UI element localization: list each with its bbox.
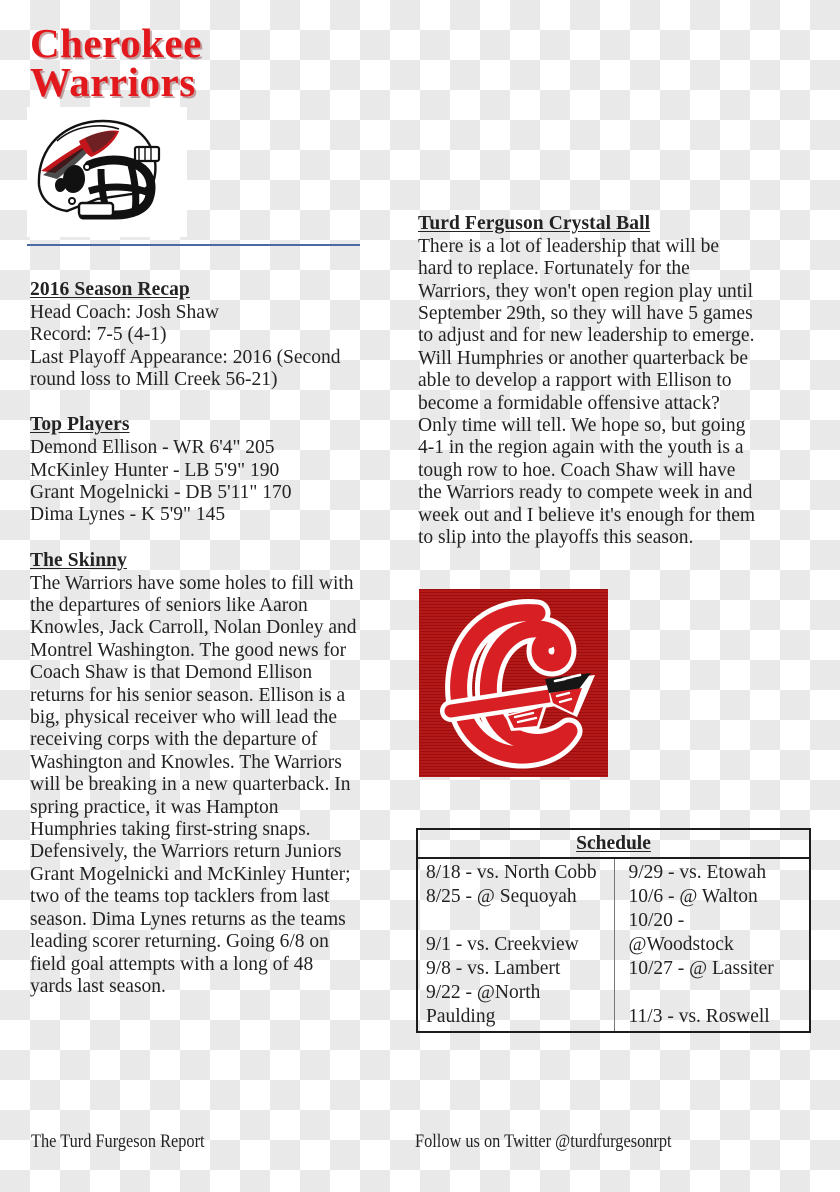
footer-report-name: The Turd Furgeson Report: [31, 1131, 205, 1152]
schedule-game: 9/22 - @North: [426, 982, 541, 1003]
schedule-column-right: [614, 859, 810, 1031]
top-player-item: Grant Mogelnicki - DB 5'11" 170: [30, 482, 292, 503]
right-column: [418, 212, 758, 549]
schedule-game: 10/27 - @ Lassiter: [628, 958, 774, 979]
top-player-item: Demond Ellison - WR 6'4" 205: [30, 437, 275, 459]
schedule-game-continued: @Woodstock: [628, 934, 734, 955]
brand-title-line-2: Warriors: [30, 59, 196, 106]
top-players-heading: Top Players: [30, 414, 130, 436]
schedule-game: 8/18 - vs. North Cobb: [426, 862, 597, 883]
schedule-game: 10/6 - @ Walton: [628, 886, 758, 907]
crystal-ball-heading: Turd Ferguson Crystal Ball: [418, 213, 651, 234]
schedule-title: Schedule: [418, 830, 809, 859]
footer-twitter-handle: Follow us on Twitter @turdfurgesonrpt: [415, 1131, 672, 1152]
season-recap-heading: 2016 Season Recap: [30, 279, 190, 300]
top-player-item: McKinley Hunter - LB 5'9" 190: [30, 459, 280, 481]
schedule-column-left: [418, 859, 614, 1031]
masthead-divider: [27, 244, 360, 246]
the-skinny-body: The Warriors have some holes to fill with the departures of seniors like Aaron Knowles, Jack Carroll, Nolan Donley and Montrel Washington. The good news for Coach Shaw is that Demond Ellison returns for his senior season. Ellison is a big, physical receiver who will lead the receiving corps with the departure of Washington and Knowles. The Warriors will be breaking in a new quarterback. In spring practice, it was Hampton Humphries taking first-string snaps. Defensively, the Warriors return Juniors Grant Mogelnicki and McKinley Hunter; two of the teams top tacklers from last season. Dima Lynes returns as the teams leading scorer returning. Going 6/8 on field goal attempts with a long of 48 yards last season.: [30, 572, 357, 997]
schedule-game: 10/20 -: [628, 910, 685, 931]
schedule-table: [416, 828, 811, 1033]
schedule-game: 9/29 - vs. Etowah: [628, 862, 767, 883]
schedule-game: 9/1 - vs. Creekview: [426, 934, 579, 955]
cherokee-c-arrow-logo-icon: [419, 589, 608, 777]
head-coach-line: Head Coach: Josh Shaw: [30, 301, 220, 323]
top-player-item: Dima Lynes - K 5'9" 145: [30, 504, 226, 526]
the-skinny-heading: The Skinny: [30, 549, 127, 571]
masthead: [27, 20, 362, 246]
page-title: [27, 20, 362, 106]
top-players-section: [30, 413, 360, 526]
spacer: [30, 391, 360, 413]
spacer: [30, 527, 360, 549]
schedule-game: 8/25 - @ Sequoyah: [426, 886, 577, 907]
the-skinny-section: [30, 549, 360, 999]
last-playoff-appearance-line: Last Playoff Appearance: 2016 (Second round loss to Mill Creek 56-21): [30, 346, 341, 390]
schedule-game: 11/3 - vs. Roswell: [628, 1006, 770, 1027]
crystal-ball-body: There is a lot of leadership that will be hard to replace. Fortunately for the Warriors, they won't open region play until September 29th, so they will have 5 games to adjust and for new leadership to emerge. Will Humphries or another quarterback be able to develop a rapport with Ellison to become a formidable offensive attack? Only time will tell. We hope so, but going 4-1 in the region again with the youth is a tough row to hoe. Coach Shaw will have the Warriors ready to compete week in and week out and I believe it's enough for them to slip into the playoffs this season.: [418, 235, 756, 549]
brand-title-line-1: Cherokee: [30, 20, 202, 66]
season-recap-section: [30, 278, 360, 391]
schedule-grid: [418, 859, 809, 1031]
crystal-ball-section: [418, 212, 758, 549]
footer: [0, 1126, 840, 1160]
football-helmet-icon: [27, 107, 187, 237]
schedule-game: 9/8 - vs. Lambert: [426, 958, 561, 979]
left-column: [30, 278, 360, 998]
record-line: Record: 7-5 (4-1): [30, 324, 167, 346]
schedule-game-continued: Paulding: [426, 1006, 496, 1027]
